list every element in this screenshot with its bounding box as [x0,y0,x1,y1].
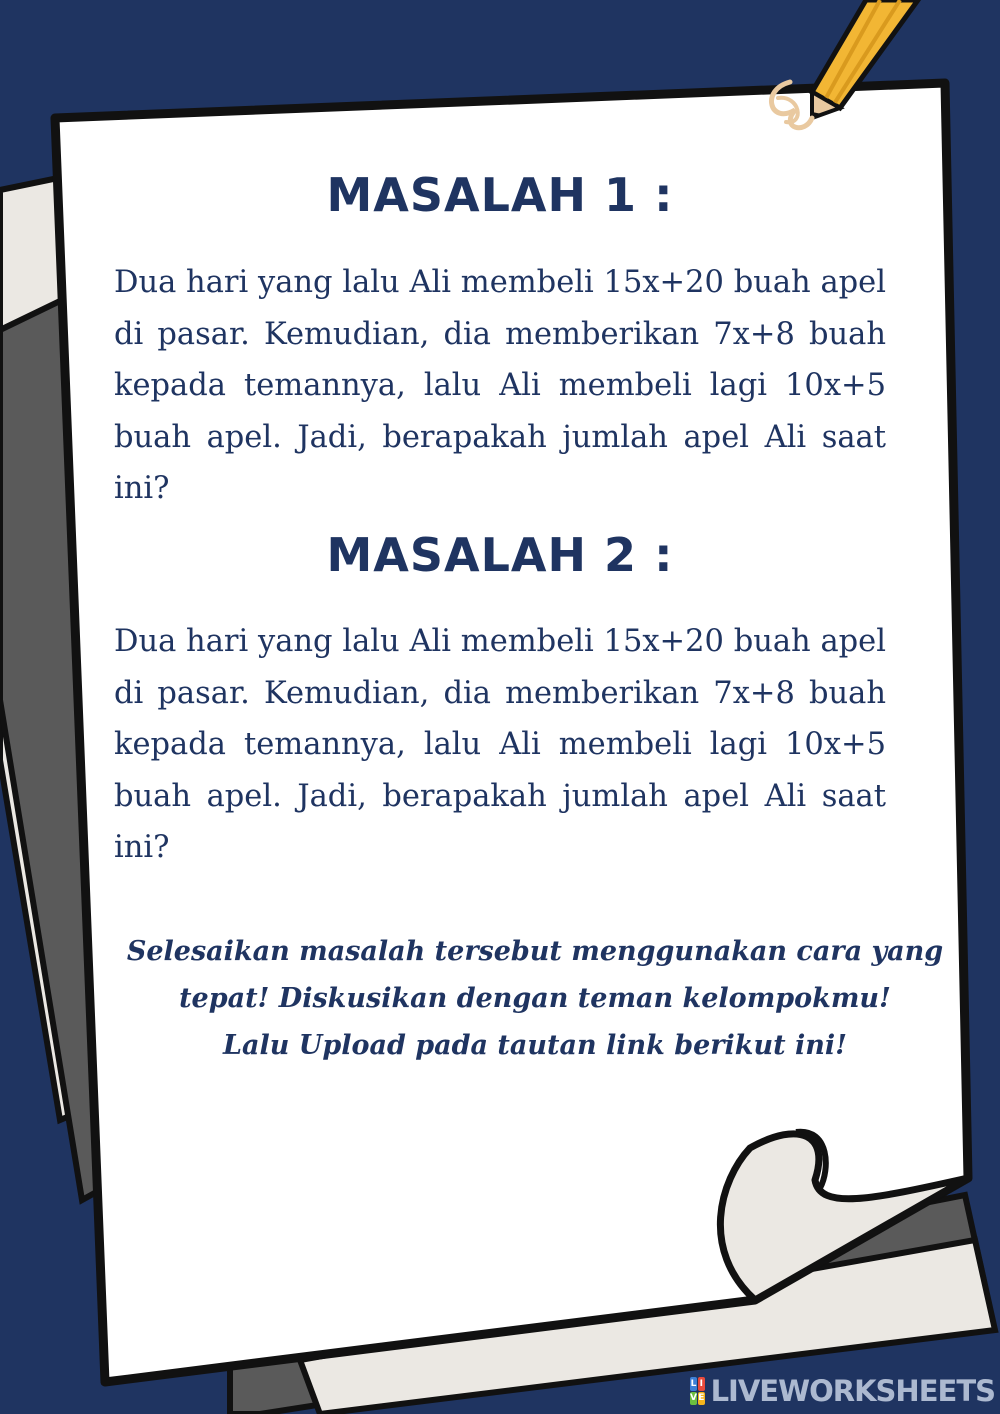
instructions [110,928,960,1069]
watermark-text: LIVEWORKSHEETS [710,1374,995,1408]
instructions-line-3: Lalu Upload pada tautan link berikut ini! [223,1030,847,1061]
problem-2-text: Dua hari yang lalu Ali membeli 15x+20 buah apel di pasar. Kemudian, dia memberikan 7x+8 buah kepada temannya, lalu Ali membeli lagi 10x+5 buah apel. Jadi, berapakah jumlah apel Ali saat ini? [114,624,886,865]
problem-2-title: MASALAH 2 : [326,528,674,582]
logo-cell: V [690,1393,697,1404]
logo-cell: L [690,1378,697,1389]
problem-1-text: Dua hari yang lalu Ali membeli 15x+20 buah apel di pasar. Kemudian, dia memberikan 7x+8 buah kepada temannya, lalu Ali membeli lagi 10x+5 buah apel. Jadi, berapakah jumlah apel Ali saat ini? [114,265,886,506]
instructions-line-2: tepat! Diskusikan dengan teman kelompokmu! [179,983,891,1014]
watermark [690,1372,995,1410]
watermark-logo-icon [690,1377,705,1405]
logo-cell: E [698,1393,705,1404]
instructions-line-1: Selesaikan masalah tersebut menggunakan cara yang [126,936,944,967]
problem-1-title: MASALAH 1 : [326,168,674,222]
logo-cell: I [699,1378,703,1389]
